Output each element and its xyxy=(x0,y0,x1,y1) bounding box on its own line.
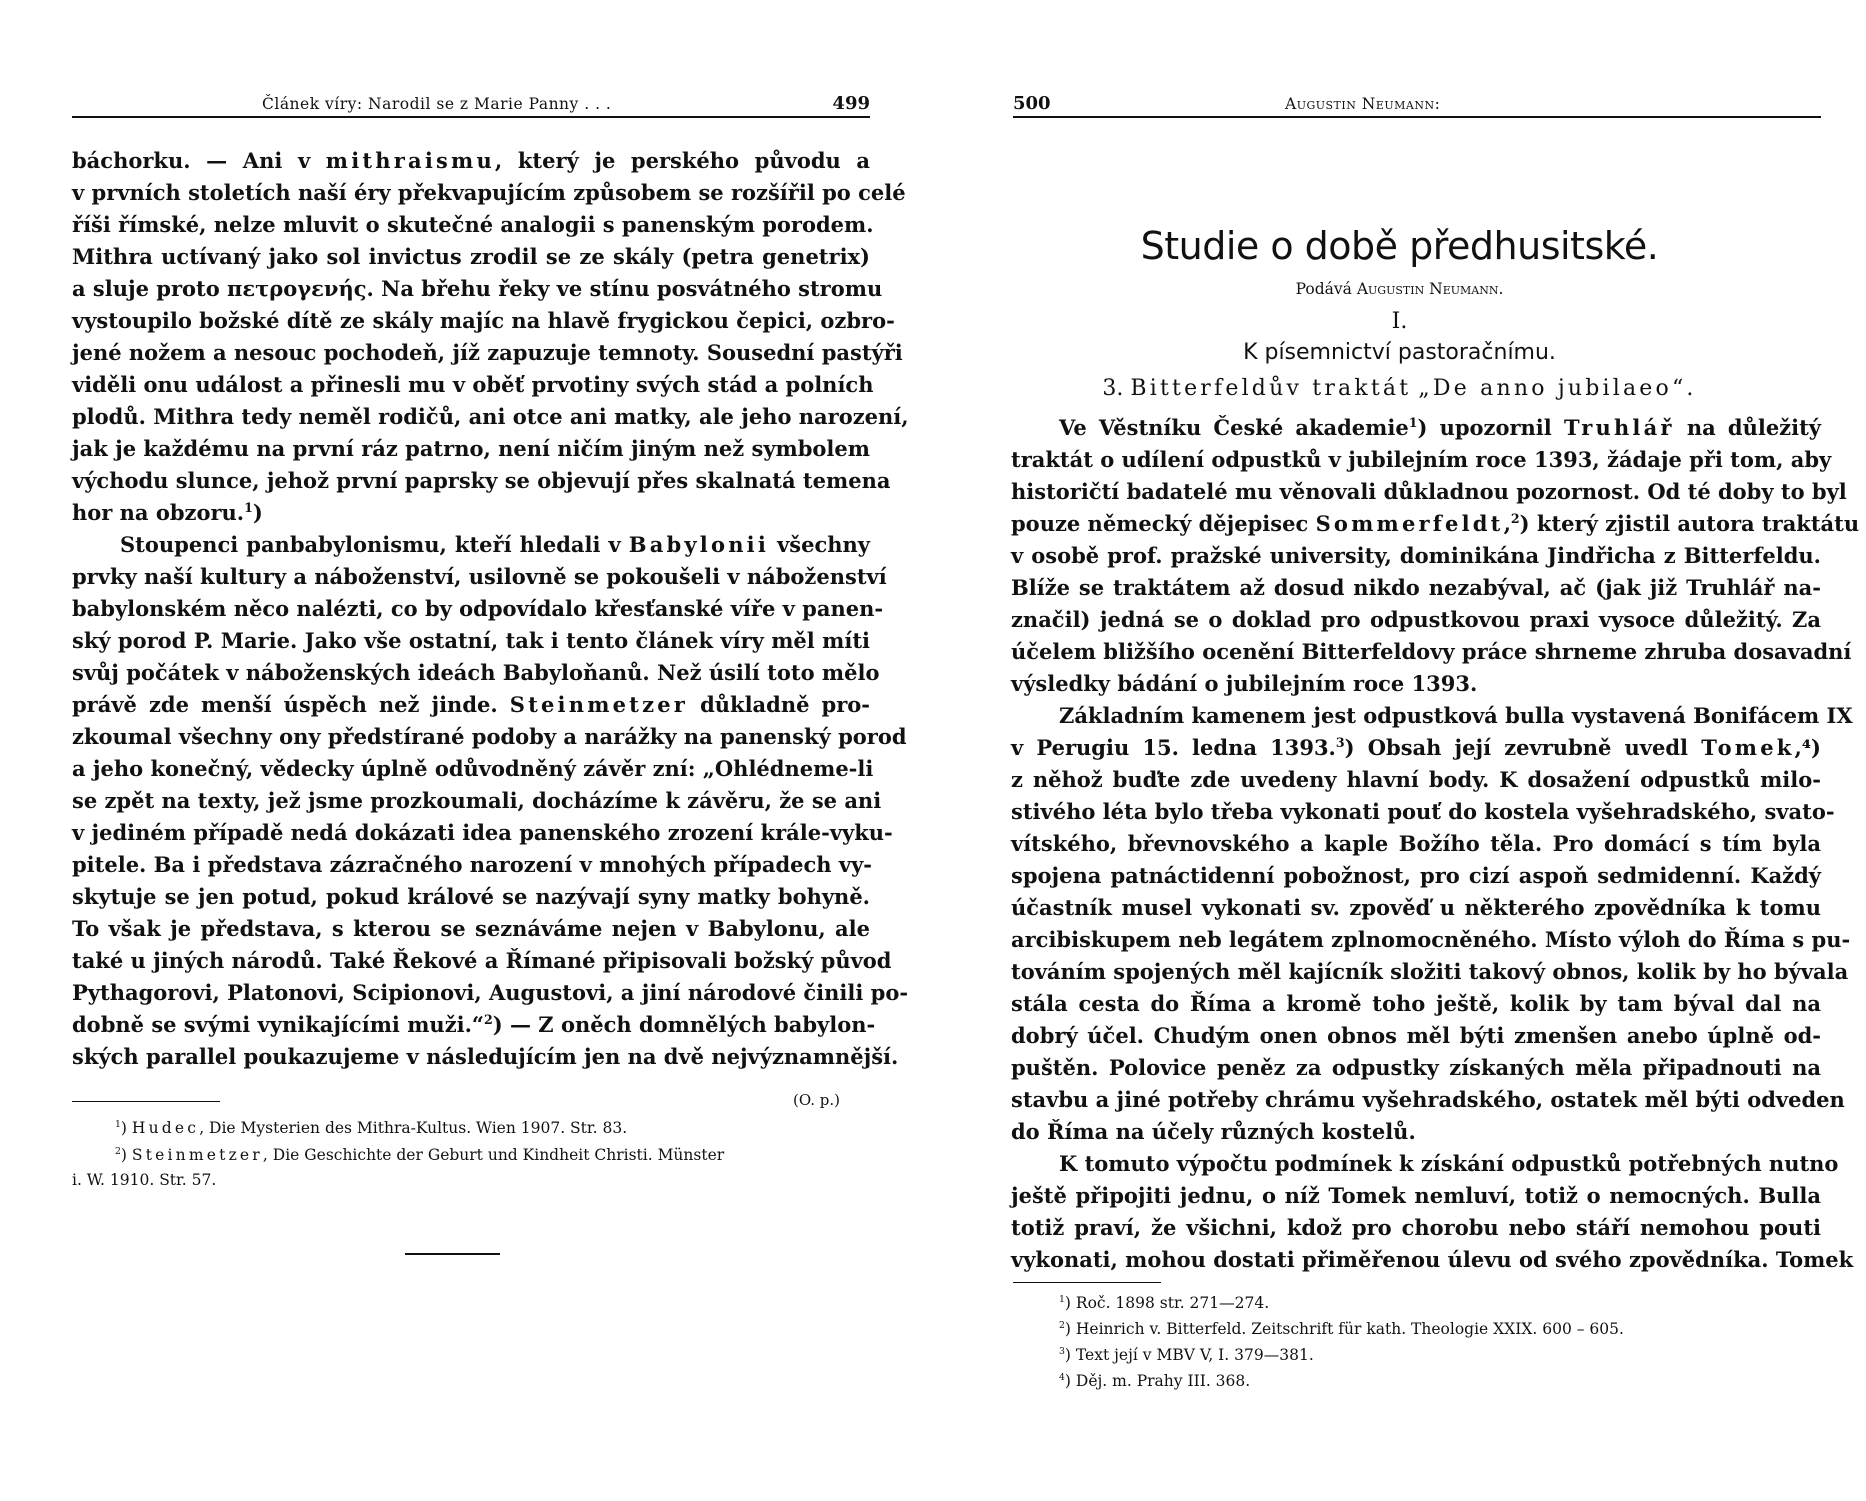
body-line: do Říma na účely různých kostelů. xyxy=(1011,1119,1416,1144)
body-line: právě zde menší úspěch než jinde. Steinmetzer důkladně pro- xyxy=(72,692,870,717)
byline-author: Augustin Neumann. xyxy=(1356,280,1504,298)
body-line: v osobě prof. pražské university, dominikána Jindřicha z Bitterfeldu. xyxy=(1011,543,1821,568)
spaced-name: Sommerfeldt xyxy=(1315,511,1504,536)
body-line: spojena patnáctidenní pobožnost, pro cizí aspoň sedmidenní. Každý xyxy=(1011,863,1821,888)
subsection-title xyxy=(933,372,1866,406)
body-line: puštěn. Polovice peněz za odpustky získaných měla připadnouti na xyxy=(1011,1055,1821,1080)
body-line: Základním kamenem jest odpustková bulla vystavená Bonifácem IX xyxy=(1059,703,1853,728)
running-header-right xyxy=(1013,90,1821,118)
body-line: To však je představa, s kterou se seznáváme nejen v Babylonu, ale xyxy=(72,916,870,941)
body-line: stivého léta bylo třeba vykonati pouť do kostela vyšehradského, svato- xyxy=(1011,799,1835,824)
footnote-left: $^2$) Steinmetzer, Die Geschichte der Geburt und Kindheit Christi. Münster xyxy=(115,1145,725,1164)
body-line: výsledky bádání o jubilejním roce 1393. xyxy=(1011,671,1478,696)
footnote-left: $^1$) Hudec, Die Mysterien des Mithra-Kultus. Wien 1907. Str. 83. xyxy=(115,1118,628,1137)
body-line: značil) jedná se o doklad pro odpustkovou praxi vysoce důležitý. Za xyxy=(1011,607,1821,632)
body-line: historičtí badatelé mu věnovali důkladnou pozornost. Od té doby to byl xyxy=(1011,479,1847,504)
footnote-author: Hudec xyxy=(131,1119,200,1137)
spaced-name: mithraismu xyxy=(325,148,495,173)
subsection-spaced-title: Bitterfeldův traktát xyxy=(1130,376,1412,401)
body-line: babylonském něco nalézti, co by odpovídalo křesťanské víře v panen- xyxy=(72,596,884,621)
running-head-left: Článek víry: Narodil se z Marie Panny . . . xyxy=(262,95,612,113)
footnote-number: 3 xyxy=(1059,1345,1065,1357)
spaced-name: Tomek xyxy=(1701,735,1795,760)
body-line: skytuje se jen potud, pokud králové se nazývají syny matky bohyně. xyxy=(72,884,870,909)
subsection-quoted-title: „De anno jubilaeo“. xyxy=(1418,376,1697,401)
footnote-number: 1 xyxy=(115,1118,121,1130)
body-line: K tomuto výpočtu podmínek k získání odpustků potřebných nutno xyxy=(1059,1151,1839,1176)
footnote-ref: 2 xyxy=(483,1012,493,1027)
footnote-author: Steinmetzer xyxy=(131,1146,263,1164)
body-line: báchorku. — Ani v mithraismu, který je perského původu a xyxy=(72,148,871,173)
body-line: dobně se svými vynikajícími muži.“$^2$) — Z oněch domnělých babylon- xyxy=(72,1012,876,1037)
body-line: ských parallel poukazujeme v následujícím jen na dvě nejvýznamnější. xyxy=(72,1044,899,1069)
body-line: ještě připojiti jednu, o níž Tomek nemluví, totiž o nemocných. Bulla xyxy=(1011,1183,1821,1208)
section-title: K písemnictví pastoračnímu. xyxy=(1243,340,1556,365)
body-line: a sluje proto πετρογενής. Na břehu řeky ve stínu posvátného stromu xyxy=(72,276,883,301)
left-body-text xyxy=(72,145,909,1073)
page-end-rule xyxy=(405,1253,500,1255)
article-title: Studie o době předhusitské. xyxy=(1140,224,1659,268)
footnote-right: $^3$) Text její v MBV V, I. 379—381. xyxy=(1059,1345,1314,1364)
running-head-right: Augustin Neumann: xyxy=(1285,95,1441,113)
body-line: také u jiných národů. Také Řekové a Římané připisovali božský původ xyxy=(72,948,892,973)
right-page xyxy=(933,0,1866,1501)
spaced-name: Babylonii xyxy=(628,532,770,557)
page-number-right: 500 xyxy=(1013,93,1051,114)
footnote-ref: 1 xyxy=(244,500,253,515)
continuation-mark: (O. p.) xyxy=(792,1091,840,1109)
subsection-number: 3. xyxy=(1102,376,1124,401)
body-line: říši římské, nelze mluvit o skutečné analogii s panenským porodem. xyxy=(72,212,874,237)
body-line: východu slunce, jehož první paprsky se objevují přes skalnatá temena xyxy=(72,468,891,493)
body-line: hor na obzoru.$^1$) xyxy=(72,500,263,525)
section-number: I. xyxy=(1391,309,1408,334)
footnote-right: $^2$) Heinrich v. Bitterfeld. Zeitschrift für kath. Theologie XXIX. 600 – 605. xyxy=(1059,1319,1624,1338)
page-number-left: 499 xyxy=(832,93,870,114)
body-line: zkoumal všechny ony předstírané podoby a narážky na panenský porod xyxy=(72,724,907,749)
body-line: v Perugiu 15. ledna 1393.$^3$) Obsah její zevrubně uvedl Tomek,⁴) xyxy=(1011,735,1821,760)
footnote-ref: 3 xyxy=(1335,735,1345,750)
body-line: továním spojených měl kajícník složiti takový obnos, kolik by ho bývala xyxy=(1011,959,1849,984)
footnote-number: 1 xyxy=(1059,1293,1065,1305)
body-line: vystoupilo božské dítě ze skály majíc na hlavě frygickou čepici, ozbro- xyxy=(72,308,895,333)
right-body-text xyxy=(1011,412,1860,1276)
byline xyxy=(933,278,1866,300)
footnote-ref: 2 xyxy=(1510,511,1520,526)
body-line: jené nožem a nesouc pochodeň, jíž zapuzuje temnoty. Sousední pastýři xyxy=(72,340,903,365)
body-line: a jeho konečný, vědecky úplně odůvodněný závěr zní: „Ohlédneme-li xyxy=(72,756,874,781)
body-line: Pythagorovi, Platonovi, Scipionovi, Augustovi, a jiní národové činili po- xyxy=(72,980,909,1005)
footnote-rule-right xyxy=(1013,1282,1161,1283)
body-line: Blíže se traktátem až dosud nikdo nezabýval, ač (jak již Truhlář na- xyxy=(1011,575,1821,600)
body-line: svůj počátek v náboženských ideách Babyloňanů. Než úsilí toto mělo xyxy=(72,660,880,685)
body-line: pitele. Ba i představa zázračného narození v mnohých případech vy- xyxy=(72,852,872,877)
body-line: vykonati, mohou dostati přiměřenou úlevu od svého zpovědníka. Tomek xyxy=(1011,1247,1854,1272)
spaced-name: Truhlář xyxy=(1563,415,1675,440)
body-line: pouze německý dějepisec Sommerfeldt,$^2$) který zjistil autora traktátu xyxy=(1011,511,1860,536)
body-line: z něhož buďte zde uvedeny hlavní body. K dosažení odpustků milo- xyxy=(1011,767,1821,792)
body-line: účastník musel vykonati sv. zpověď u některého zpovědníka k tomu xyxy=(1011,895,1821,920)
body-line: jak je každému na první ráz patrno, není ničím jiným než symbolem xyxy=(72,436,870,461)
body-line: v prvních stoletích naší éry překvapujícím způsobem se rozšířil po celé xyxy=(72,180,906,205)
footnote-right: $^1$) Roč. 1898 str. 271—274. xyxy=(1059,1293,1270,1312)
body-line: v jediném případě nedá dokázati idea panenského zrození krále-vyku- xyxy=(72,820,893,845)
body-line: arcibiskupem neb legátem zplnomocněného. Místo výloh do Říma s pu- xyxy=(1011,927,1851,952)
footnote-ref: 1 xyxy=(1408,415,1418,430)
footnote-right: $^4$) Děj. m. Prahy III. 368. xyxy=(1059,1371,1251,1390)
running-header-left xyxy=(72,90,870,118)
body-line: se zpět na texty, jež jsme prozkoumali, docházíme k závěru, že se ani xyxy=(72,788,882,813)
body-line: ský porod P. Marie. Jako vše ostatní, tak i tento článek víry měl míti xyxy=(72,628,870,653)
body-line: totiž praví, že všichni, kdož pro chorobu nebo stáří nemohou pouti xyxy=(1011,1215,1821,1240)
footnote-number: 4 xyxy=(1059,1371,1065,1383)
body-line: Stoupenci panbabylonismu, kteří hledali v Babylonii všechny xyxy=(120,532,870,557)
body-line: prvky naší kultury a náboženství, usilovně se pokoušeli v náboženství xyxy=(72,564,887,589)
body-line: vítského, břevnovského a kaple Božího těla. Pro domácí s tím byla xyxy=(1011,831,1821,856)
body-line: traktát o udílení odpustků v jubilejním roce 1393, žádaje při tom, aby xyxy=(1011,447,1832,472)
footnote-left: i. W. 1910. Str. 57. xyxy=(72,1171,217,1189)
body-line: dobrý účel. Chudým onen obnos měl býti zmenšen anebo úplně od- xyxy=(1011,1023,1821,1048)
spaced-name: Steinmetzer xyxy=(509,692,689,717)
footnote-number: 2 xyxy=(115,1145,121,1157)
footnote-number: 2 xyxy=(1059,1319,1065,1331)
body-line: Mithra uctívaný jako sol invictus zrodil se ze skály (petra genetrix) xyxy=(72,244,870,269)
byline-prefix: Podává xyxy=(1295,280,1352,298)
footnote-rule-left xyxy=(72,1101,220,1102)
body-line: Ve Věstníku České akademie$^1$) upozornil Truhlář na důležitý xyxy=(1059,415,1821,440)
body-line: plodů. Mithra tedy neměl rodičů, ani otce ani matky, ale jeho narození, xyxy=(72,404,909,429)
body-line: stála cesta do Říma a kromě toho ještě, kolik by tam býval dal na xyxy=(1011,991,1821,1016)
body-line: viděli onu událost a přinesli mu v oběť prvotiny svých stád a polních xyxy=(72,372,874,397)
body-line: účelem bližšího ocenění Bitterfeldovy práce shrneme zhruba dosavadní xyxy=(1011,639,1852,664)
body-line: stavbu a jiné potřeby chrámu vyšehradského, ostatek měl býti odveden xyxy=(1011,1087,1845,1112)
